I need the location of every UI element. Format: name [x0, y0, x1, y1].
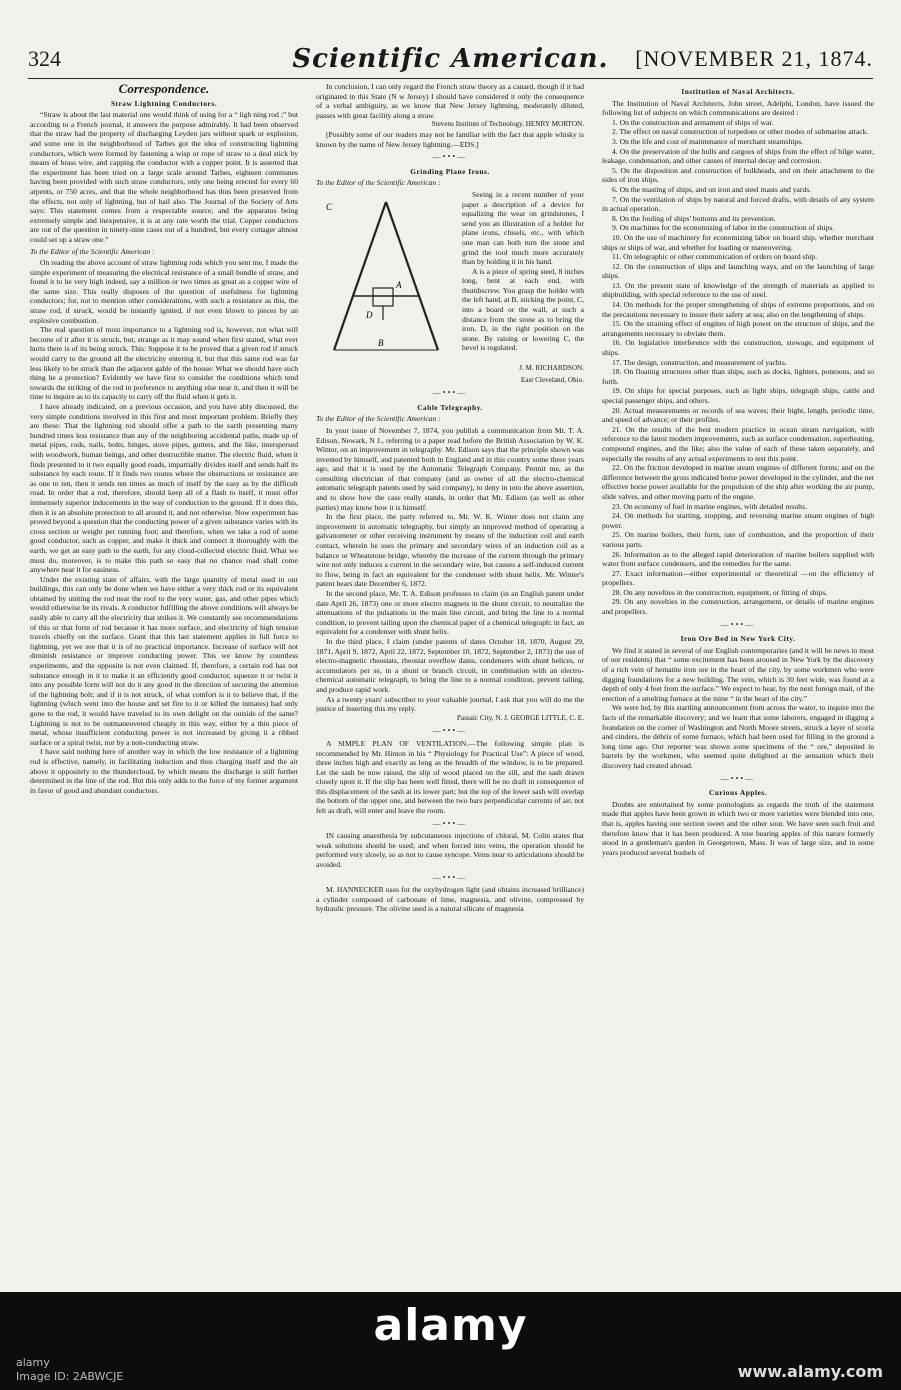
paragraph: “Straw is about the last material one would think of using for a “ ligh ning rod ;” but according to a French journal, it answers the purpose admirably. It had been observed that the straw had the property of discharging Leyden jars without spark or explosion, and some one in the neighborhood of Tarbes got the idea of constructing lightning conductors, which were formed by fastening a wisp or rope of straw to a deal stick by means of brass wire, and capping the conductor with a copper point. It is asserted that the experiment has been tried on a large scale around Tarbes, eighteen communes having been provided with such straw conductors, only one being erected for every 60 arpents, or 750 acres, and that the whole neighborhood has thus been preserved from the effects, not only of lightning, but of hail also. The Journal of the Society of Arts says: This statement comes from a respectable source; and the apparatus being extremely simple and inexpensive, it is at any rate worth the trial. Copper conductors are out of the question in ninety-nine cases out of a hundred, but every cottager almost could set up a straw one.”	[30, 110, 298, 244]
paragraph: I have said nothing here of another way in which the low resistance of a lightning rod is effective, namely, in facilitating induction and thus charging itself and the air above it oppositely to the thundercloud, by which means the discharge is still further determined in the line of the rod. But this only adds to the force of my former argument in favor of good and abundant conductors.	[30, 747, 298, 795]
list-item: 19. On ships for special purposes, such as light ships, telegraph ships, cattle and special passenger ships, and others.	[602, 386, 874, 405]
list-item: 22. On the friction developed in marine steam engines of different forms; and on the difference between the gross indicated horse power developed in the cylinder, and the net effective horse power available for the propulsion of the ship after working the air pump, slide valves, and other moving parts of the engine.	[602, 463, 874, 501]
list-item: 28. On any novelties in the construction, equipment, or fitting of ships.	[612, 587, 828, 597]
signature: Passaic City, N. J. GEORGE LITTLE, C. E.	[456, 713, 584, 722]
list-item: 11. On telegraphic or other communication of orders on board ship.	[612, 252, 818, 262]
divider-ornament: —•••—	[432, 152, 468, 162]
list-item: 20. Actual measurements or records of sea waves; their bight, length, periodic time, and speed of advance; or their profiles.	[602, 405, 874, 425]
list-item: 2. The effect on naval construction of torpedoes or other modes of submarine attack.	[612, 127, 869, 137]
column-3	[602, 82, 874, 1252]
list-item: 16. On legislative interference with the construction, stowage, and equipment of ships.	[602, 338, 874, 358]
list-item: 17. The design, construction, and measurement of yachts.	[612, 357, 787, 367]
to-editor-line: To the Editor of the Scientific American :	[316, 178, 441, 188]
list-item: 21. On the results of the best modern practice in ocean steam navigation, with reference to the latest modern improvements, such as surface condensation, superheating, compound engines, and the like; also the value of each of these taken separately, and especially the results of any actual experiments to test this point.	[602, 424, 874, 463]
divider-ornament: —•••—	[720, 773, 756, 783]
article-heading: Iron Ore Bed in New York City.	[680, 634, 796, 644]
fig-label-d: D	[366, 309, 373, 320]
article-heading: Curious Apples.	[708, 788, 768, 798]
list-item: 12. On the construction of slips and launching ways, and on the launching of large ships.	[602, 261, 874, 281]
paragraph: In the third place, I claim (under patents of dates October 18, 1870, August 29, 1871, April 9, 1872, April 22, 1872, September 10, 1872, September 2, 1873) the use of electro-magnetic rheostats, rheostat overflow dams, condensers with shunt helices, or accumulators per se, in a shunt or branch circuit, in combination with an electro-chemical automatic telegraph, to bring the line to a normal condition, prevent tailing, and produce rapid work.	[316, 636, 584, 694]
fig-label-a: A	[396, 279, 402, 290]
page-number: 324	[28, 46, 61, 71]
column-1	[30, 82, 298, 1252]
to-editor-line: To the Editor of the Scientific American :	[316, 414, 441, 424]
list-item: 29. On any novelties in the construction, arrangement, or details of marine engines and propellers.	[602, 597, 874, 617]
paragraph: Doubts are entertained by some pomologists as regards the truth of the statement made that apples have been grown in which two or more varieties were blended into one, that is, apples having one section sweet and the other sour. We have seen such fruit and therefore know that it has been produced. A tree bearing apples of this nature formerly stood in a gentleman's garden in Georgetown, Mass. It was of large size, and in some years produced several bushels of	[602, 799, 874, 857]
issue-date: [NOVEMBER 21, 1874.	[635, 46, 873, 71]
site-link[interactable]: www.alamy.com	[737, 1362, 883, 1381]
divider-ornament: —•••—	[432, 388, 468, 398]
signature-place: East Cleveland, Ohio.	[520, 375, 584, 384]
paragraph: In the first place, the party referred to, Mr. W. K. Winter does not claim any improvement in automatic telegraphy, but simply an improved method of operating a galvanometer or other receiving instrument by means of the induction coil and earth contact, wherein he uses the primary and secondary wires of an induction coil as a balance or Wheatstone bridge, whereby the increase of the current through the primary wire not only induces a current in the secondary wire, but causes a self-induced current to flow, being in fact an equivalent for the condenser with shunt helix. Mr. Winter's patent bears date December 6, 1872.	[316, 512, 584, 589]
paragraph: Under the existing state of affairs, with the large quantity of metal used in our buildings, this can only be done when we have either a very thick rod or its equivalent obtained by uniting the rod near the roof to the very water, gas, and other pipes which would otherwise be its rivals. A conductor fulfilling the above conditions will always be easily able to carry all the electricity that strikes it. We constantly see recommendations of this or that form of rod because it has more surface, and electricity of high tension travels chiefly on the surface. Grant that this last statement applies in full force to lightning, yet we see that it is of no practical importance. Increase of surface will not diminish resistance or improve conducting power. This we know by countless experiments, and the opposite is not even claimed. If, therefore, a certain rod has not substance enough in it to make it an efficiently good conductor, squeeze it or twist it into any possible form will not do it any good in the direction of securing the attention of the lightning bolt; and if it is not struck, of what comfort is it to believe that, if the lightning (which went into the house and set fire to it or killed the inmates) had only gone to the rod, it would have traveled to its own delight on the outside of the same? Lightning is not to be outmaneuvered cheaply in this way, either by a thin piece of metal, whose insufficient conducting power is not increased by giving it a ribbed surface or a spiral twist, nor by a non-conducting straw.	[30, 574, 298, 747]
paragraph: A SIMPLE PLAN OF VENTILATION.—The following simple plan is recommended by Mr. Hinton in his “ Physiology for Practical Use”: A piece of wood, three inches high and exactly as long as the breadth of the window, is to be prepared. Let the sash be now raised, the slip of wood placed on the sill, and the sash drawn closely upon it. If the slip has been well fitted, there will be no draft in consequence of this displacement of the sash at its lower part; but the top of the lower sash will overlap the bottom of the upper one, and between the two bars perpendicular currents of air, not felt as draft, will enter and leave the room.	[316, 738, 584, 816]
list-item: 13. On the present state of knowledge of the strength of materials as applied to shipbuilding, with special reference to the use of steel.	[602, 280, 874, 300]
divider-ornament: —•••—	[432, 818, 468, 828]
paragraph: In conclusion, I can only regard the French straw theory as a canard, though if it had originated in this State (N w Jersey) I should have considered it only the consequence of a verbal ambiguity, as we know that New Jersey lightning, moderately diluted, passes with great facility along a straw.	[316, 82, 584, 120]
watermark-banner	[0, 1292, 901, 1390]
divider-ornament: —•••—	[432, 872, 468, 882]
paragraph: M. HANNECKER uses for the oxyhydrogen light (and obtains increased brilliance) a cylinder composed of carbonate of lime, magnesia, and olivine, compressed by hydraulic pressure. The olivine used is a natural silicate of magnesia	[316, 885, 584, 914]
fig-label-c: C	[326, 201, 333, 212]
holder-diagram	[316, 192, 456, 362]
paragraph: Seeing in a recent number of your paper a description of a device for equalizing the wear on grindstones, I send you an illustration of a holder for plane irons, chisels, etc., with which one man can both turn the stone and grind the tool much more accurately than by holding it in his hand.	[462, 189, 584, 267]
article-heading: Cable Telegraphy.	[417, 402, 483, 412]
article-heading: Institution of Naval Architects.	[681, 87, 795, 96]
paragraph: As a twenty years' subscriber to your valuable journal, I ask that you will do me the justice of inserting this my reply.	[316, 694, 584, 714]
article-heading: Grinding Plane Irons.	[410, 166, 490, 176]
paragraph: A is a piece of spring steel, 8 inches long, bent at each end, with thumbscrew. You grasp the holder with the left hand, at B, sticking the point, C, into a board or the wall, at such a distance from the stone as to bring the iron, D, in the right position on the stone. By raising or lowering C, the bevel is regulated.	[462, 266, 584, 353]
list-item: 25. On marine boilers, their form, rate of combustion, and the proportion of their various parts.	[602, 530, 874, 549]
to-editor-line: To the Editor of the Scientific American :	[30, 246, 155, 256]
list-item: 4. On the preservation of the hulls and cargoes of ships from the effect of bilge water, leakage, condensation, and other causes of internal decay and corrosion.	[602, 146, 874, 166]
paragraph: [Possibly some of our readers may not be familiar with the fact that apple whisky is known by the name of New Jersey lightning.—EDS.]	[316, 129, 584, 149]
image-id: Image ID: 2ABWCJE	[16, 1370, 124, 1383]
paragraph: In the second place, Mr. T. A. Edison professes to claim (in an English patent under date April 26, 1873) one or more electro magnets in the shunt circuit, to neutralize the attenuations of the pulsations in the main line circuit, and bring the line to a normal condition, to prevent tailing upon the chemical paper of a chemical telegraph: in fact, an equivalent for a condenser with shunt helix.	[316, 589, 584, 637]
list-item: 18. On floating structures other than ships, such as docks, lighters, pontoons, and so forth.	[602, 367, 874, 386]
page-header	[28, 44, 873, 74]
list-item: 1. On the construction and armament of ships of war.	[612, 117, 774, 127]
paragraph: We find it stated in several of our English contemporaries (and it will be news to most of our residents) that “ some excitement has been aroused in New York by the discovery of a rich vein of hematite iron ore in the heart of the city, by some workmen who were digging foundations for a new building. The vein, which is 30 feet wide, was found at a depth of only 4 feet from the surface.” We expect to hear, by the next foreign mail, of the erection of a smelting furnace at the mine “ in the heart of the city.”	[602, 645, 874, 703]
fig-label-b: B	[378, 337, 384, 348]
signature: J. M. RICHARDSON.	[519, 363, 584, 372]
list-item: 7. On the ventilation of ships by natural and forced drafts, with details of any system in actual operation.	[602, 194, 874, 214]
paragraph: We were led, by this startling announcement from across the water, to inquire into the facts of the remarkable discovery; and we learn that some laborers, engaged in digging a foundation on the corner of Washington and North Moore streets, struck a layer of scoria and cinders, the débris of some furnace, which had been used for filling in the ground a long time ago. Our reporter was shown some specimens of the “ ore,” deposited in barrels by the workmen, who seemed quite delighted at the sensation which their discovery had created abroad.	[602, 703, 874, 770]
plane-iron-holder-figure	[316, 192, 456, 362]
list-item: 26. Information as to the alleged rapid deterioration of marine boilers supplied with water from surface condensers, and the remedies for the same.	[602, 549, 874, 569]
list-item: 14. On methods for the proper strengthening of ships of extreme proportions, and on the precautions necessary to insure their safety at sea; also on the lengthening of ships.	[602, 300, 874, 319]
masthead: Scientific American.	[292, 44, 609, 74]
subject-list	[602, 118, 874, 617]
section-title: Correspondence.	[118, 82, 210, 96]
brand-label: alamy	[16, 1356, 50, 1369]
list-item: 27. Exact information—either experimental or theoretical —on the efficiency of propellers.	[602, 568, 874, 588]
paragraph: The Institution of Naval Architects, John street, Adelphi, London, have issued the following list of subjects on which communications are desired :	[602, 98, 874, 118]
paragraph: In your issue of November 7, 1874, you publish a communication from Mr. T. A. Edison, Newark, N J., referring to a paper read before the British Association by W. K. Winter, on an improvement in telegraphy. Mr. Edison says that the principle shown was invented by himself, and patented both in England and in this country some three years ago, and that it is used by the Automatic Telegraph Company. Permit me, as the consulting electrician of that company (and as owner of all the electro-chemical automatic telegraph patents used by said company), to deny in toto the above assertion, and to show how the case really stands, in order that Mr. Edison (as well as other parties) may know how it is himself.	[316, 425, 584, 512]
paragraph: The real question of most importance to a lightning rod is, however, not what will become of it after it is struck, but, strange as it may sound when first stated, what ever hurts there is of its being struck. This: Suppose it to be proved that a given rod if struck would carry to the ground all the electricity entering it, but that this same rod was far less likely to be struck than the adjacent gable of the house: What we should have such thing be a protection? Evidently we have first to consider the conditions which tend towards the striking of the rod in preference to anything else near it, and then it will be time to inquire as to its capacity to carry off the fluid when it gets it.	[30, 325, 298, 402]
list-item: 23. On economy of fuel in marine engines, with detailed results.	[612, 501, 808, 511]
column-2	[316, 82, 584, 1252]
list-item: 24. On methods for starting, stopping, and reversing marine steam engines of high power.	[602, 511, 874, 530]
paragraph: On reading the above account of straw lightning rods which you sent me, I made the simple experiment of measuring the electrical resistance of a small bundle of straw, and found it to be very high indeed, say a million or two times as great as a copper wire of the same size. This really disposes of the question of usefulness for lightning conductors; for, not to mention other considerations, with such a resistance as this, the straw rod, if struck, would be instantly ignited, if not even blown to pieces by an explosive combustion.	[30, 258, 298, 325]
paragraph: IN causing anaesthesia by subcutaneous injections of chloral, M. Colin states that weak solutions should be used; and when forced into veins, the operation should be performed very slowly, so as not to cause syncope. Veins near to articulations should be avoided.	[316, 831, 584, 870]
signature: Stevens Institute of Technology. HENRY MORTON.	[431, 120, 584, 129]
list-item: 9. On machines for the economizing of labor in the construction of ships.	[612, 223, 835, 233]
list-item: 3. On the life and cost of maintenance of merchant steamships.	[612, 136, 804, 146]
list-item: 15. On the straining effect of engines of high power on the structure of ships, and the arrangements necessary to obviate them.	[602, 319, 874, 338]
list-item: 8. On the fouling of ships' bottoms and its prevention.	[612, 213, 776, 223]
list-item: 6. On the masting of ships, and on iron and steel masts and yards.	[612, 184, 812, 194]
paragraph: I have already indicated, on a previous occasion, and you have ably discussed, the very simple conditions involved in this first and most important problem. Briefly they are these: That the lightning rod should offer a path to the earth presenting many hundred times less resistance than any of the neighboring accidental paths, made up of metal pipes, rods, nails, bolts, hinges, stove pipes, gutters, and the like, interspersed with woodwork, human beings, and other destructible matter. The electric fluid, when it finds presented to it two equally good roads, impartially divides itself and sends half its substance by each route. If it finds two routes where the obstructions or resistance are as one to ten, then it sends ten times as much of itself by the easy as by the difficult road. In order that a rod, therefore, should keep all of a flash to itself, it must offer immensely superior inducements in the way of conduction to the ground. If it does this, then it is an absolute protection to all around it, and not otherwise. Now experiment has proved beyond a question that the conducting power of a given substance varies with its cross section or weight per running foot; and therefore, when we take a rod of some good conductor, such as copper, and make it thick and connect it thoroughly with the earth, we get an easy path to the earth, for any cloud-collected electric fluid. What we must do, moreover, is to make this path so easy that no chance road shall come anywhere near it for easiness.	[30, 402, 298, 575]
divider-ornament: —•••—	[720, 619, 756, 629]
list-item: 10. On the use of machinery for economizing labor on board ship, whether merchant ships or ships of war, and whether for loading or maneuvering.	[602, 232, 874, 252]
divider-ornament: —•••—	[432, 726, 468, 736]
header-rule	[28, 78, 873, 79]
alamy-logo: alamy	[373, 1300, 528, 1351]
article-heading: Straw Lightning Conductors.	[110, 98, 218, 108]
list-item: 5. On the disposition and construction of bulkheads, and on their attachment to the sides of iron ships.	[602, 165, 874, 185]
